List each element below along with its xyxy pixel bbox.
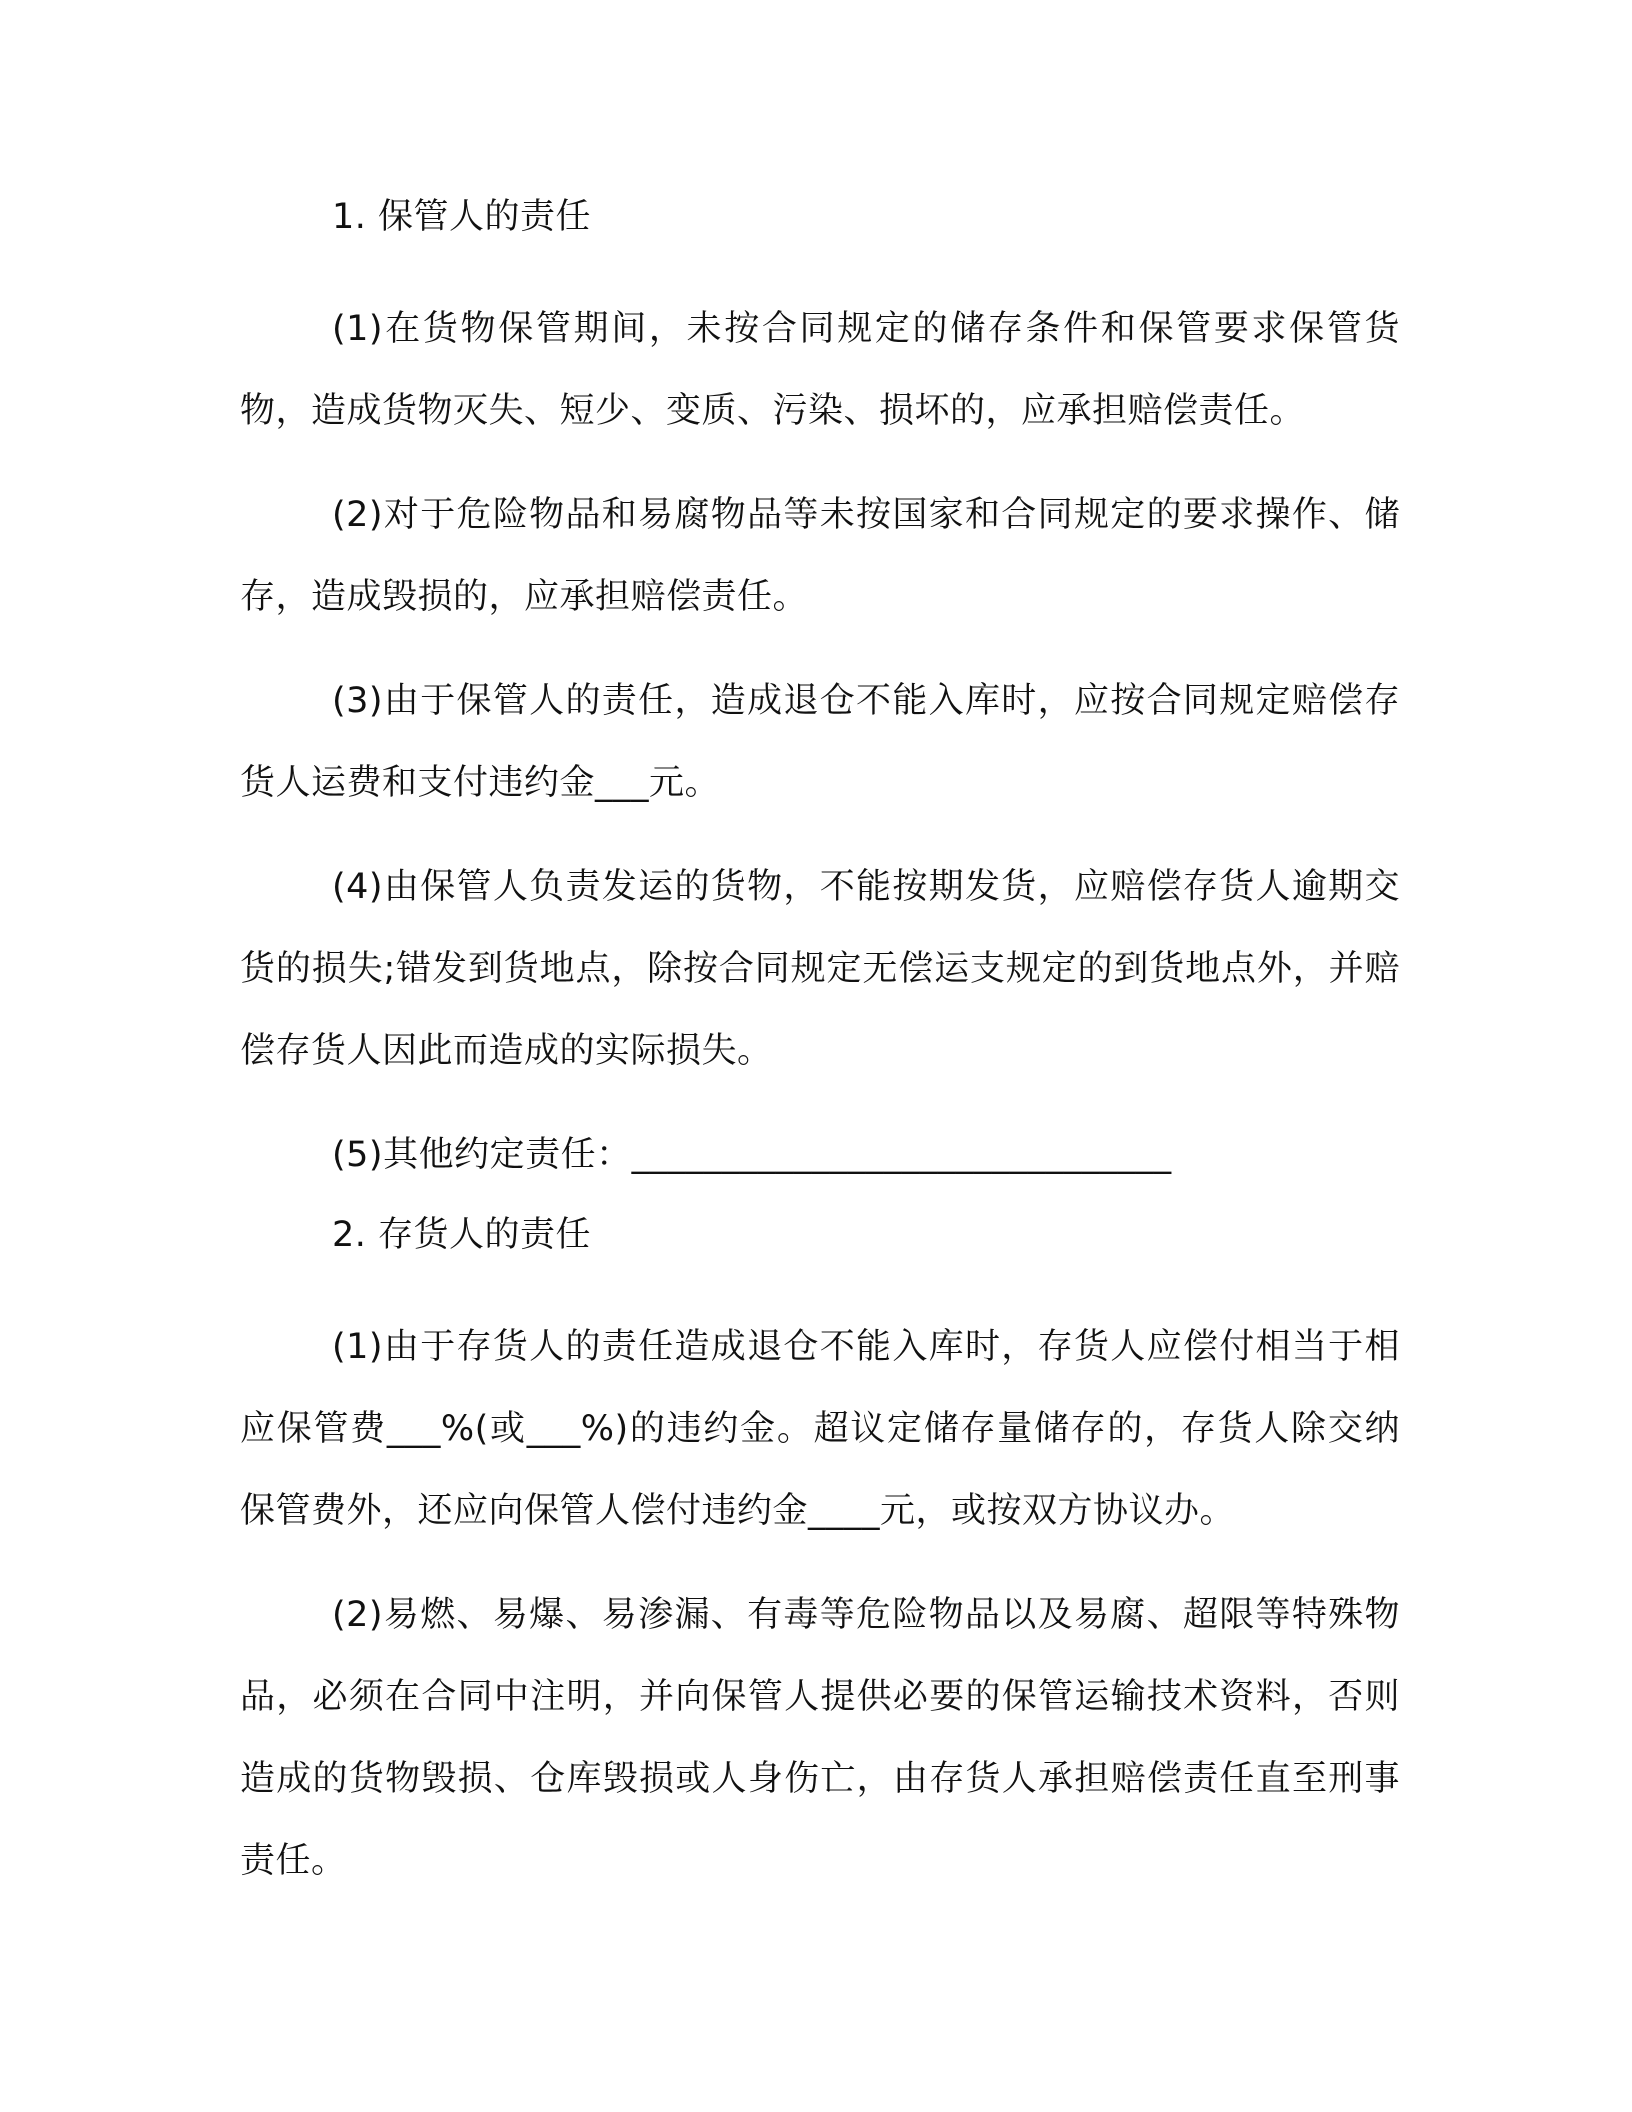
depositor-clause-1: (1)由于存货人的责任造成退仓不能入库时，存货人应偿付相当于相应保管费___%(或___%)的违约金。超议定储存量储存的，存货人除交纳保管费外，还应向保管人偿付违约金____元，或按双方协议办。 <box>240 1327 1400 1531</box>
custodian-clause-4: (4)由保管人负责发运的货物，不能按期发货，应赔偿存货人逾期交货的损失;错发到货地点，除按合同规定无偿运支规定的到货地点外，并赔偿存货人因此而造成的实际损失。 <box>240 867 1400 1071</box>
custodian-clause-5: (5)其他约定责任：______________________________ <box>332 1135 1172 1175</box>
custodian-clause-3: (3)由于保管人的责任，造成退仓不能入库时，应按合同规定赔偿存货人运费和支付违约金___元。 <box>240 681 1400 803</box>
document-body <box>240 186 1400 1924</box>
section-heading-custodian: 1. 保管人的责任 <box>332 197 592 237</box>
custodian-clause-2: (2)对于危险物品和易腐物品等未按国家和合同规定的要求操作、储存，造成毁损的，应承担赔偿责任。 <box>240 495 1400 617</box>
section-heading-depositor: 2. 存货人的责任 <box>332 1215 592 1255</box>
custodian-clause-1: (1)在货物保管期间，未按合同规定的储存条件和保管要求保管货物，造成货物灭失、短少、变质、污染、损坏的，应承担赔偿责任。 <box>240 309 1400 431</box>
depositor-clause-2: (2)易燃、易爆、易渗漏、有毒等危险物品以及易腐、超限等特殊物品，必须在合同中注明，并向保管人提供必要的保管运输技术资料，否则造成的货物毁损、仓库毁损或人身伤亡，由存货人承担赔偿责任直至刑事责任。 <box>240 1595 1400 1881</box>
